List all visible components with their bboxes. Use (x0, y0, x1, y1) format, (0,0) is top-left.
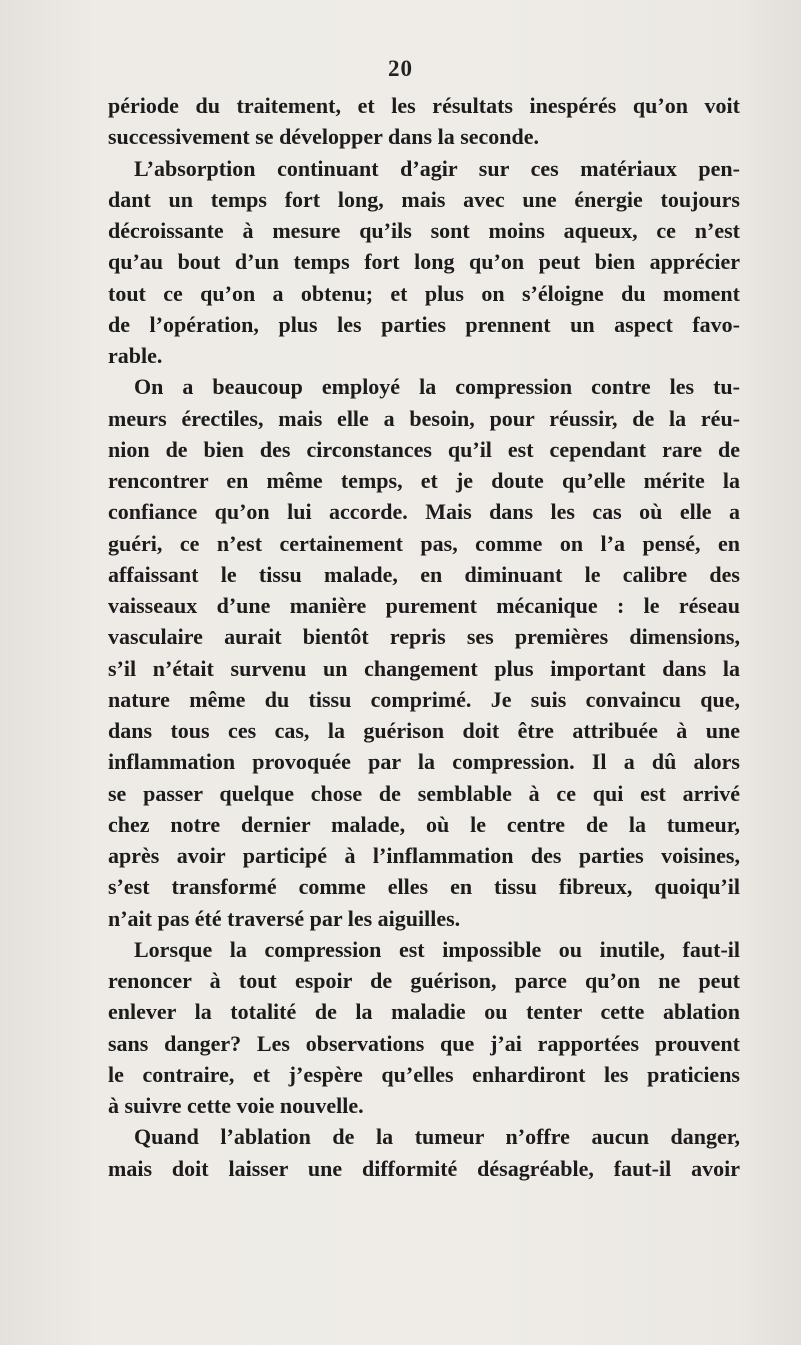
text-line: chez notre dernier malade, où le centre de la tumeur, (108, 811, 740, 837)
text-line: s’il n’était survenu un changement plus important dans la (108, 655, 740, 681)
text-line: dant un temps fort long, mais avec une énergie toujours (108, 186, 740, 212)
text-line: vaisseaux d’une manière purement mécanique : le réseau (108, 593, 740, 618)
text-line: le contraire, et j’espère qu’elles enhardiront les praticiens (108, 1061, 740, 1087)
text-line: inflammation provoquée par la compression. Il a dû alors (108, 749, 740, 775)
text-line: nion de bien des circonstances qu’il est cependant rare de (108, 436, 740, 462)
paragraph-start-line: L’absorption continuant d’agir sur ces matériaux pen- (134, 155, 740, 181)
text-line: successivement se développer dans la seconde. (108, 124, 540, 150)
text-line: après avoir participé à l’inflammation des parties voisines, (108, 843, 740, 868)
text-line: décroissante à mesure qu’ils sont moins aqueux, ce n’est (108, 218, 740, 243)
text-line: vasculaire aurait bientôt repris ses premières dimensions, (108, 624, 740, 650)
text-line: rable. (108, 343, 163, 368)
text-line: enlever la totalité de la maladie ou tenter cette ablation (108, 999, 740, 1025)
text-line: qu’au bout d’un temps fort long qu’on peut bien apprécier (108, 249, 740, 275)
page-number: 20 (388, 56, 413, 81)
text-line: affaissant le tissu malade, en diminuant le calibre des (108, 561, 740, 587)
text-line: période du traitement, et les résultats inespérés qu’on voit (108, 93, 740, 118)
text-line: renoncer à tout espoir de guérison, parce qu’on ne peut (108, 968, 740, 993)
paragraph-start-line: Quand l’ablation de la tumeur n’offre aucun danger, (134, 1124, 740, 1150)
paragraph-start-line: On a beaucoup employé la compression contre les tu- (134, 374, 740, 400)
text-line: s’est transformé comme elles en tissu fibreux, quoiqu’il (108, 874, 740, 900)
paragraph-start-line: Lorsque la compression est impossible ou inutile, faut-il (134, 936, 740, 962)
text-line: de l’opération, plus les parties prennent un aspect favo- (108, 311, 740, 337)
text-line: tout ce qu’on a obtenu; et plus on s’éloigne du moment (108, 280, 740, 306)
text-line: mais doit laisser une difformité désagréable, faut-il avoir (108, 1155, 740, 1181)
body-text (108, 90, 740, 1184)
text-line: n’ait pas été traversé par les aiguilles. (108, 905, 461, 931)
text-line: meurs érectiles, mais elle a besoin, pour réussir, de la réu- (108, 405, 740, 431)
text-line: sans danger? Les observations que j’ai rapportées prouvent (108, 1030, 740, 1056)
text-line: rencontrer en même temps, et je doute qu’elle mérite la (108, 468, 740, 493)
text-line: à suivre cette voie nouvelle. (108, 1093, 364, 1118)
text-line: se passer quelque chose de semblable à ce qui est arrivé (108, 780, 740, 806)
text-line: dans tous ces cas, la guérison doit être attribuée à une (108, 718, 740, 743)
text-line: guéri, ce n’est certainement pas, comme on l’a pensé, en (108, 530, 740, 556)
text-line: confiance qu’on lui accorde. Mais dans les cas où elle a (108, 499, 740, 525)
text-line: nature même du tissu comprimé. Je suis convaincu que, (108, 686, 740, 712)
